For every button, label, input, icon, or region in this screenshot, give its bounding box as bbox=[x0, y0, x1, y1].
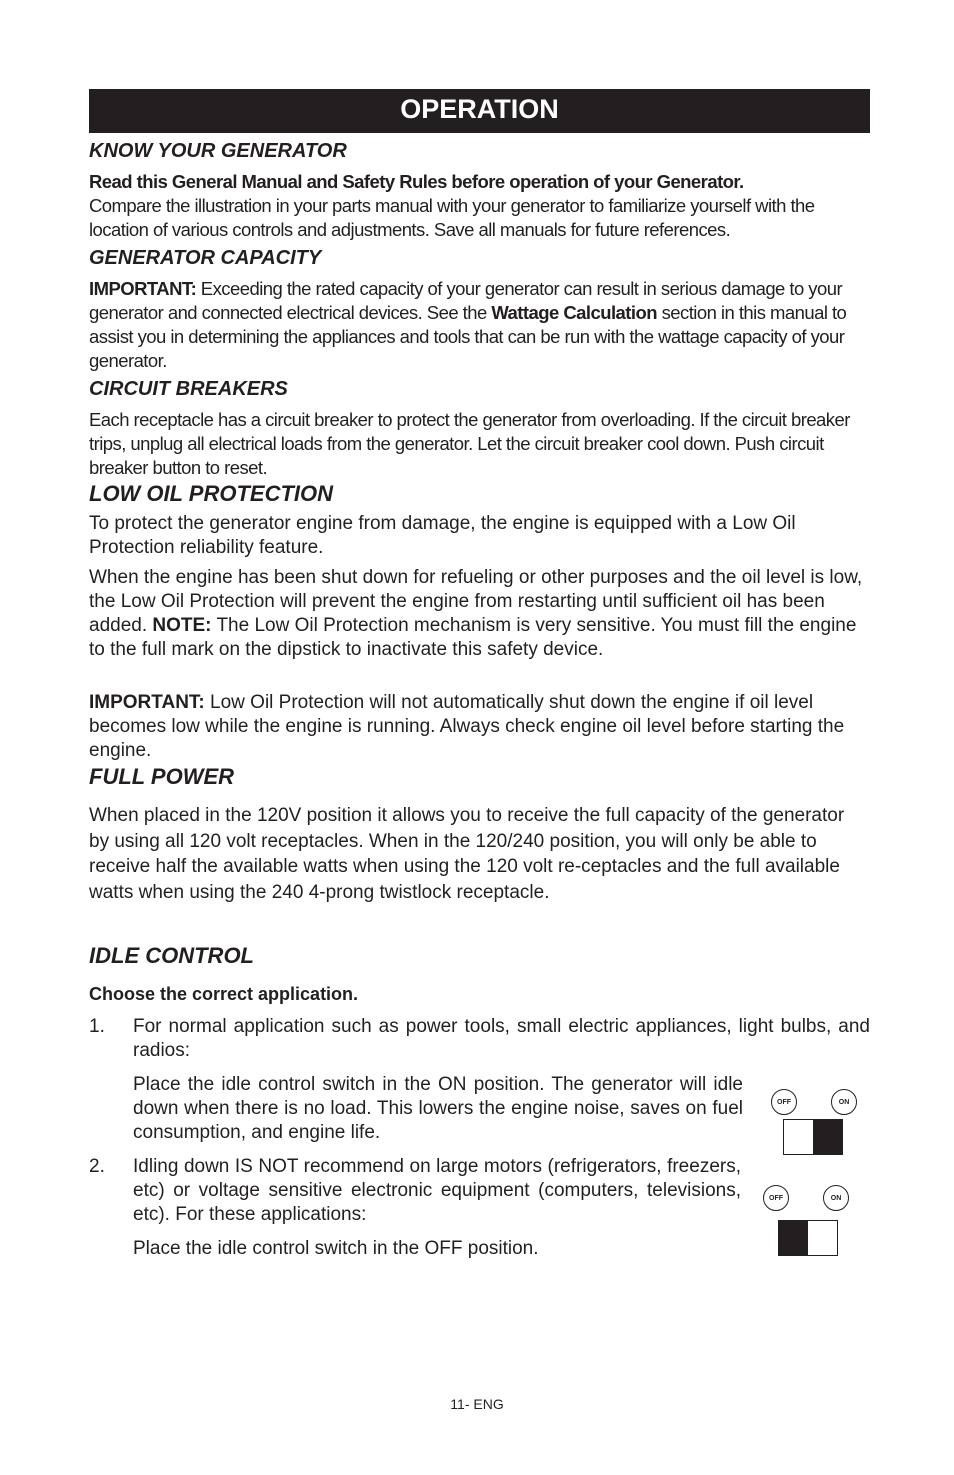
idle-item-1-text: For normal application such as power tools, small electric appliances, light bulbs, and radios: bbox=[133, 1016, 870, 1061]
know-lead: Read this General Manual and Safety Rules before operation of your Generator. bbox=[89, 171, 744, 192]
switch-on-side bbox=[808, 1221, 837, 1255]
idle-item-2-instruction: Place the idle control switch in the OFF position. bbox=[133, 1238, 539, 1259]
section-banner bbox=[89, 89, 870, 133]
off-label-circle: OFF bbox=[763, 1185, 789, 1211]
low-oil-p3 bbox=[89, 691, 874, 763]
full-power-body: When placed in the 120V position it allows you to receive the full capacity of the generator by using all 120 volt receptacles. When in the 120/240 position, you will only be able to receive half the available watts when using the 120 volt re-ceptacles and the full available watts when using the 240 4-prong twistlock receptacle. bbox=[89, 805, 845, 903]
idle-subheading: Choose the correct application. bbox=[89, 984, 359, 1004]
idle-heading: IDLE CONTROL bbox=[89, 943, 254, 968]
switch-off-side-pressed bbox=[779, 1221, 808, 1255]
low-oil-p3-b: Low Oil Protection will not automatically shut down the engine if oil level becomes low while the engine is running. Always check engine oil level before starting the engine. bbox=[89, 692, 845, 761]
on-label-circle: ON bbox=[831, 1089, 857, 1115]
switch-off-side bbox=[784, 1120, 813, 1154]
low-oil-important-label: IMPORTANT: bbox=[89, 692, 205, 713]
low-oil-p1: To protect the generator engine from damage, the engine is equipped with a Low Oil Protection reliability feature. bbox=[89, 513, 796, 558]
idle-switch-on bbox=[783, 1119, 843, 1155]
capacity-body bbox=[89, 277, 874, 373]
low-oil-heading: LOW OIL PROTECTION bbox=[89, 481, 334, 506]
capacity-text-a: Exceeding the rated capacity of your generator can result in serious damage to your generator and connected electrical devices. See the bbox=[89, 278, 843, 323]
low-oil-p2-a: When the engine has been shut down for refueling or other purposes and the oil level is low, the Low Oil Protection will prevent the engine from restarting until sufficient oil has been added. bbox=[89, 567, 863, 636]
wattage-calculation-ref: Wattage Calculation bbox=[491, 302, 657, 323]
breakers-heading: CIRCUIT BREAKERS bbox=[89, 378, 288, 400]
banner-title: OPERATION bbox=[400, 94, 559, 124]
on-label-circle: ON bbox=[823, 1185, 849, 1211]
page-number: 11- ENG bbox=[450, 1396, 504, 1412]
breakers-body: Each receptacle has a circuit breaker to protect the generator from overloading. If the circuit breaker trips, unplug all electrical loads from the generator. Let the circuit breaker cool down. Push circuit breaker button to reset. bbox=[89, 409, 850, 478]
idle-item-2-number: 2. bbox=[89, 1156, 105, 1177]
switch-on-side-pressed bbox=[813, 1120, 842, 1154]
full-power-heading: FULL POWER bbox=[89, 764, 235, 789]
off-label-circle: OFF bbox=[771, 1089, 797, 1115]
know-heading: KNOW YOUR GENERATOR bbox=[89, 140, 347, 162]
capacity-text-b: section in this manual to assist you in determining the appliances and tools that can be run with the wattage capacity of your generator. bbox=[89, 302, 847, 371]
capacity-heading: GENERATOR CAPACITY bbox=[89, 247, 322, 269]
low-oil-note-label: NOTE: bbox=[152, 615, 212, 636]
idle-switch-off bbox=[778, 1220, 838, 1256]
capacity-important-label: IMPORTANT: bbox=[89, 278, 197, 299]
low-oil-p2 bbox=[89, 566, 874, 662]
idle-item-1-instruction: Place the idle control switch in the ON position. The generator will idle down when there is no load. This lowers the engine noise, saves on fuel consumption, and engine life. bbox=[133, 1074, 743, 1143]
idle-item-2-text: Idling down IS NOT recommend on large motors (refrigerators, freezers, etc) or voltage sensitive electronic equipment (computers, televisions, etc). For these applications: bbox=[133, 1156, 741, 1225]
idle-item-1-number: 1. bbox=[89, 1016, 105, 1037]
know-body: Compare the illustration in your parts manual with your generator to familiarize yourself with the location of various controls and adjustments. Save all manuals for future references. bbox=[89, 195, 815, 240]
low-oil-p2-b: The Low Oil Protection mechanism is very sensitive. You must fill the engine to the full mark on the dipstick to inactivate this safety device. bbox=[89, 615, 857, 660]
